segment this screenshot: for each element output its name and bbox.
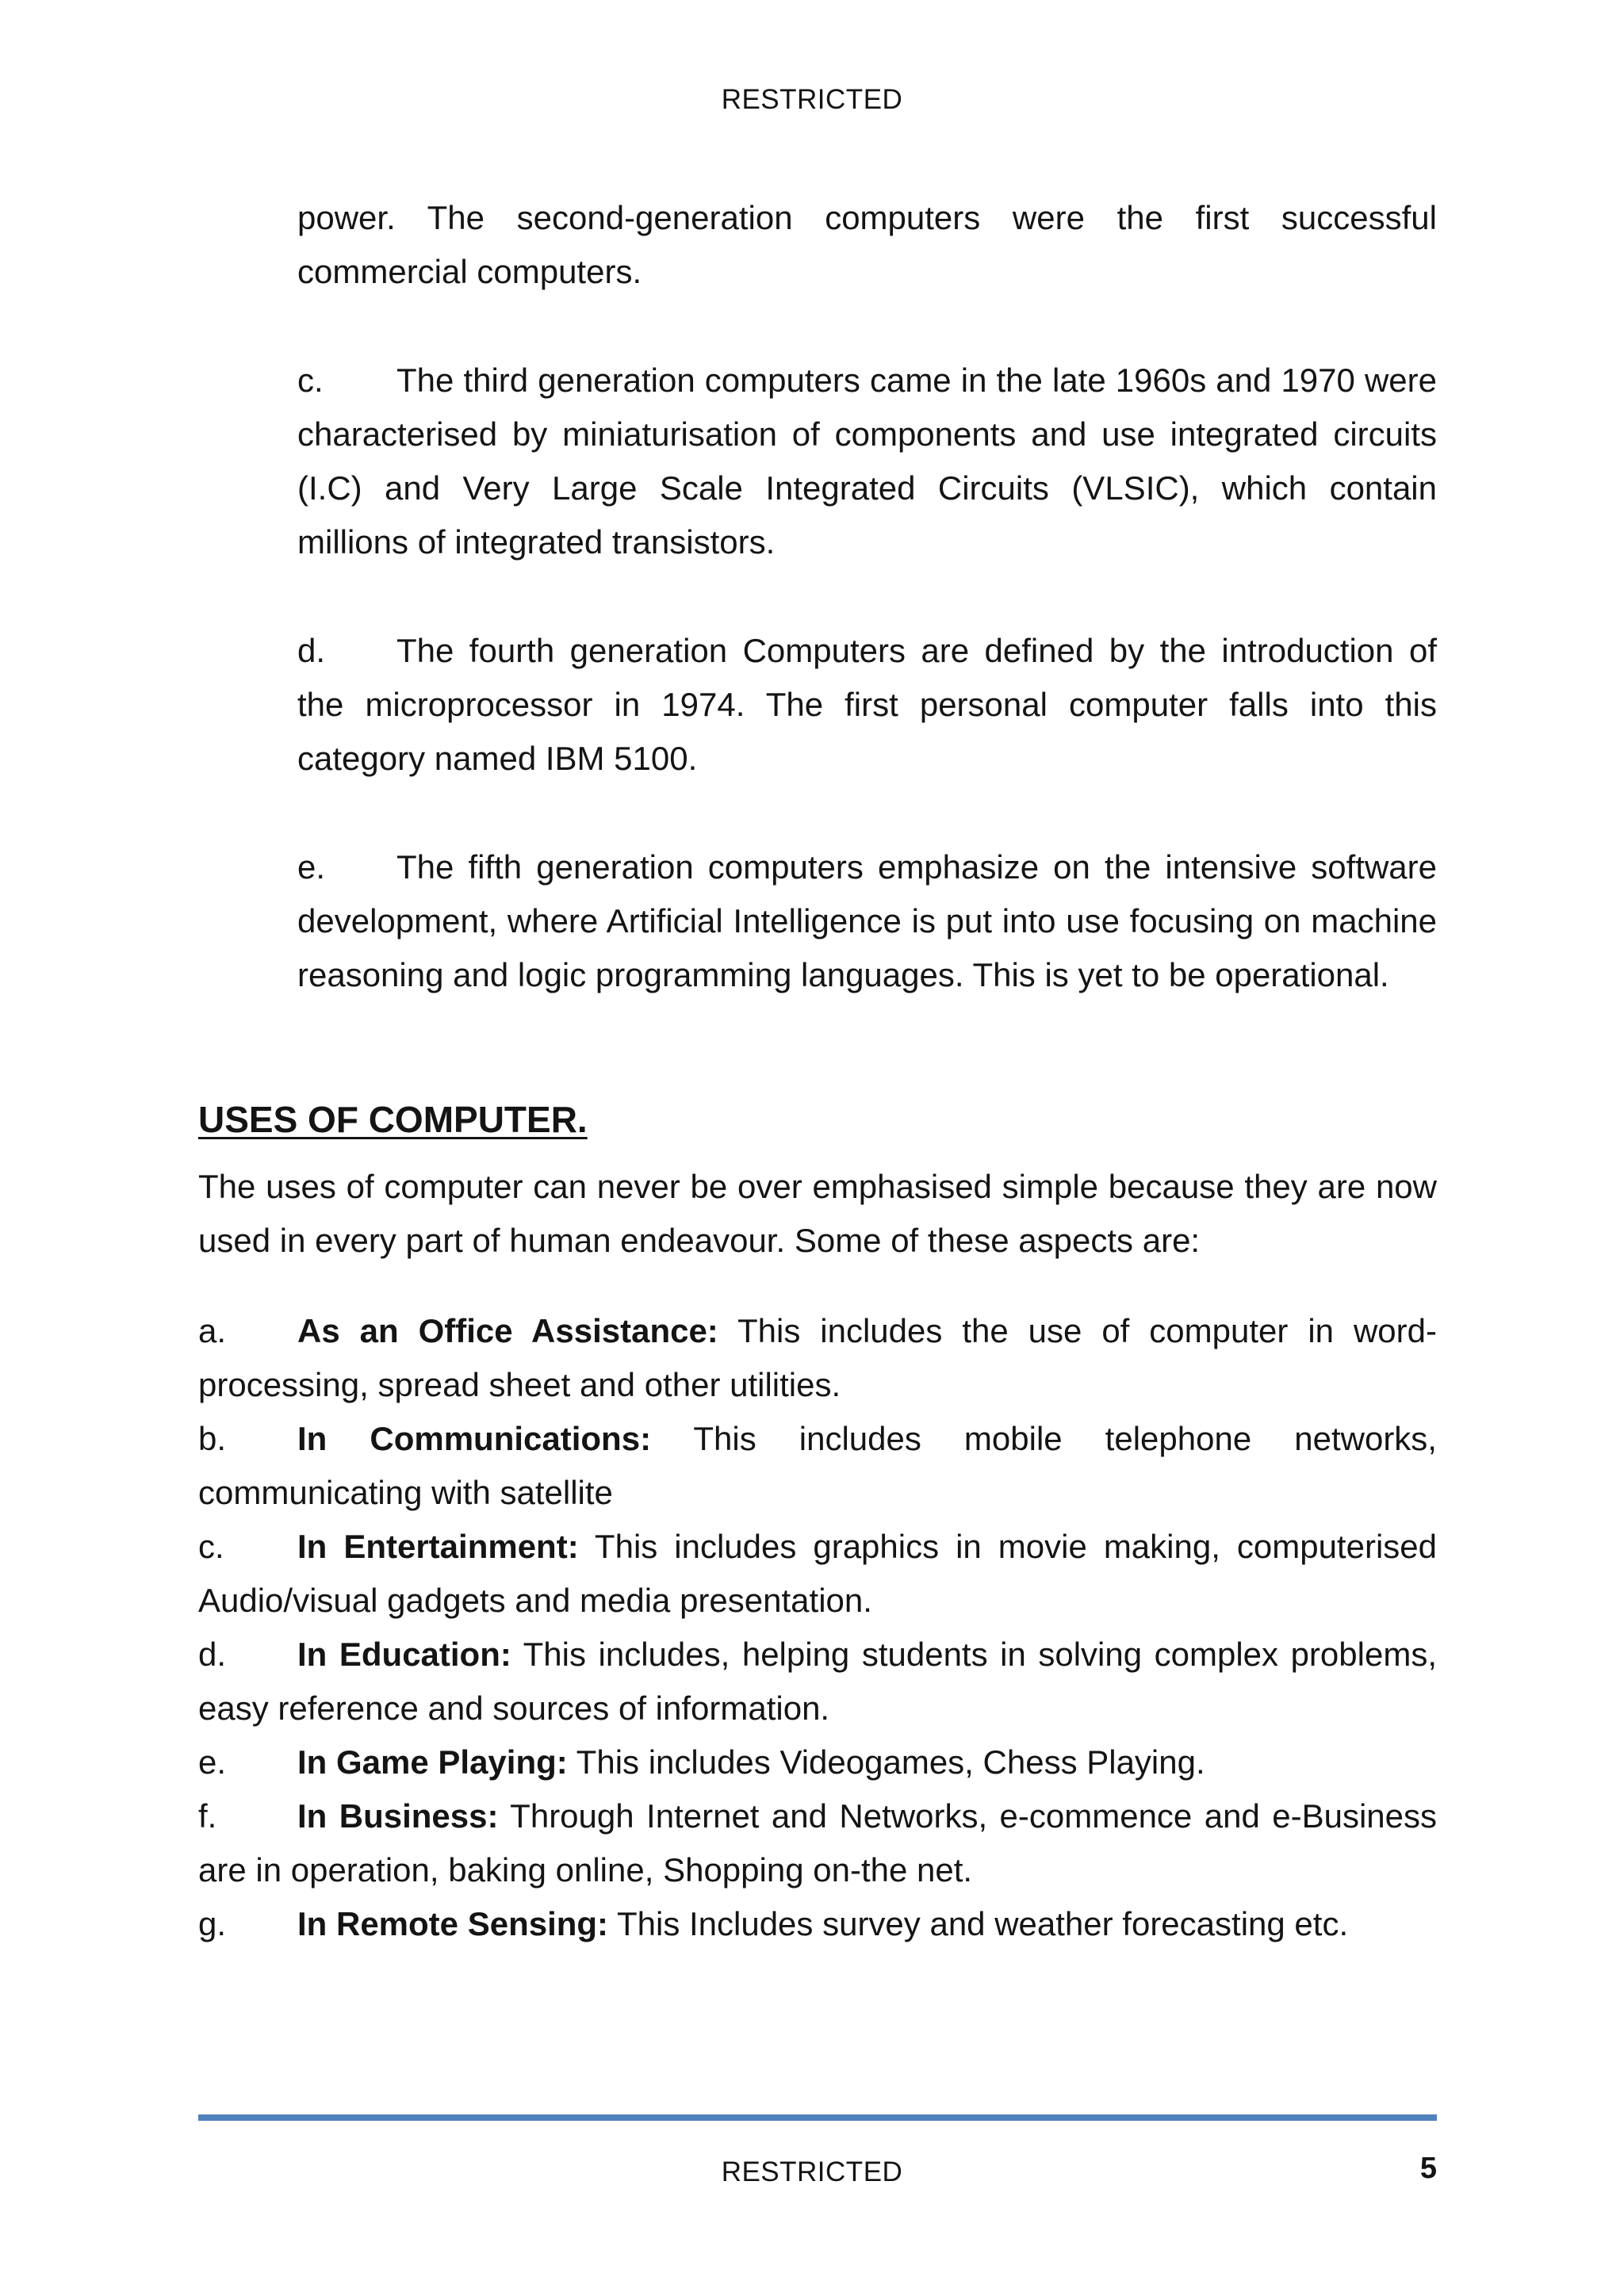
generation-item-d xyxy=(297,624,1437,786)
uses-item-text: This Includes survey and weather forecasting etc. xyxy=(608,1905,1349,1942)
uses-item-text: This includes mobile telephone networks, communicating with satellite xyxy=(198,1420,1437,1511)
uses-item-text: This includes the use of computer in word-processing, spread sheet and other utilities. xyxy=(198,1312,1437,1403)
generation-item-text: The fourth generation Computers are defined by the introduction of the microprocessor in 1974. The first personal computer falls into this category named IBM 5100. xyxy=(297,632,1437,777)
page-number: 5 xyxy=(1419,2152,1437,2185)
uses-item-text: Through Internet and Networks, e-commence and e-Business are in operation, baking online, Shopping on-the net. xyxy=(198,1797,1437,1888)
generation-item-e xyxy=(297,840,1437,1002)
uses-item-e xyxy=(198,1735,1437,1789)
uses-item-title: In Business: xyxy=(297,1797,499,1835)
uses-item-letter: b. xyxy=(198,1420,227,1457)
generation-item-c xyxy=(297,354,1437,569)
generation-b-continuation: power. The second-generation computers were the first successful commercial computers. xyxy=(297,199,1437,290)
uses-item-text: This includes graphics in movie making, computerised Audio/visual gadgets and media presentation. xyxy=(198,1528,1437,1619)
uses-item-d xyxy=(198,1628,1437,1735)
uses-item-g xyxy=(198,1897,1437,1951)
uses-item-letter: f. xyxy=(198,1797,217,1835)
generation-item-letter: d. xyxy=(297,632,326,669)
uses-item-letter: c. xyxy=(198,1528,224,1565)
uses-item-letter: e. xyxy=(198,1743,227,1781)
generation-item-letter: c. xyxy=(297,362,324,399)
uses-item-title: As an Office Assistance: xyxy=(297,1312,718,1349)
section-heading-uses-of-computer: USES OF COMPUTER. xyxy=(198,1099,588,1140)
uses-item-title: In Entertainment: xyxy=(297,1528,579,1565)
uses-item-text: This includes, helping students in solving complex problems, easy reference and sources of information. xyxy=(198,1636,1437,1727)
generation-item-text: The third generation computers came in the late 1960s and 1970 were characterised by miniaturisation of components and use integrated circuits (I.C) and Very Large Scale Integrated Circuits (VLSIC), which contain millions of integrated transistors. xyxy=(297,362,1437,561)
header-classification-marking: RESTRICTED xyxy=(721,84,903,115)
uses-item-letter: d. xyxy=(198,1636,227,1673)
uses-intro-paragraph: The uses of computer can never be over emphasised simple because they are now used in every part of human endeavour. Some of these aspects are: xyxy=(198,1168,1437,1259)
uses-item-title: In Game Playing: xyxy=(297,1743,568,1781)
uses-item-letter: g. xyxy=(198,1905,227,1942)
footer-classification-marking: RESTRICTED xyxy=(721,2156,903,2187)
uses-item-title: In Communications: xyxy=(297,1420,652,1457)
uses-item-a xyxy=(198,1304,1437,1412)
uses-item-text: This includes Videogames, Chess Playing. xyxy=(567,1743,1205,1781)
uses-item-c xyxy=(198,1520,1437,1628)
generation-item-letter: e. xyxy=(297,848,326,886)
footer-rule xyxy=(198,2114,1437,2121)
uses-item-b xyxy=(198,1412,1437,1520)
generation-item-text: The fifth generation computers emphasize on the intensive software development, where Artificial Intelligence is put into use focusing on machine reasoning and logic programming languages. This is yet to be operational. xyxy=(297,848,1437,993)
uses-item-title: In Education: xyxy=(297,1636,511,1673)
uses-item-letter: a. xyxy=(198,1312,227,1349)
uses-item-f xyxy=(198,1789,1437,1897)
uses-item-title: In Remote Sensing: xyxy=(297,1905,609,1942)
